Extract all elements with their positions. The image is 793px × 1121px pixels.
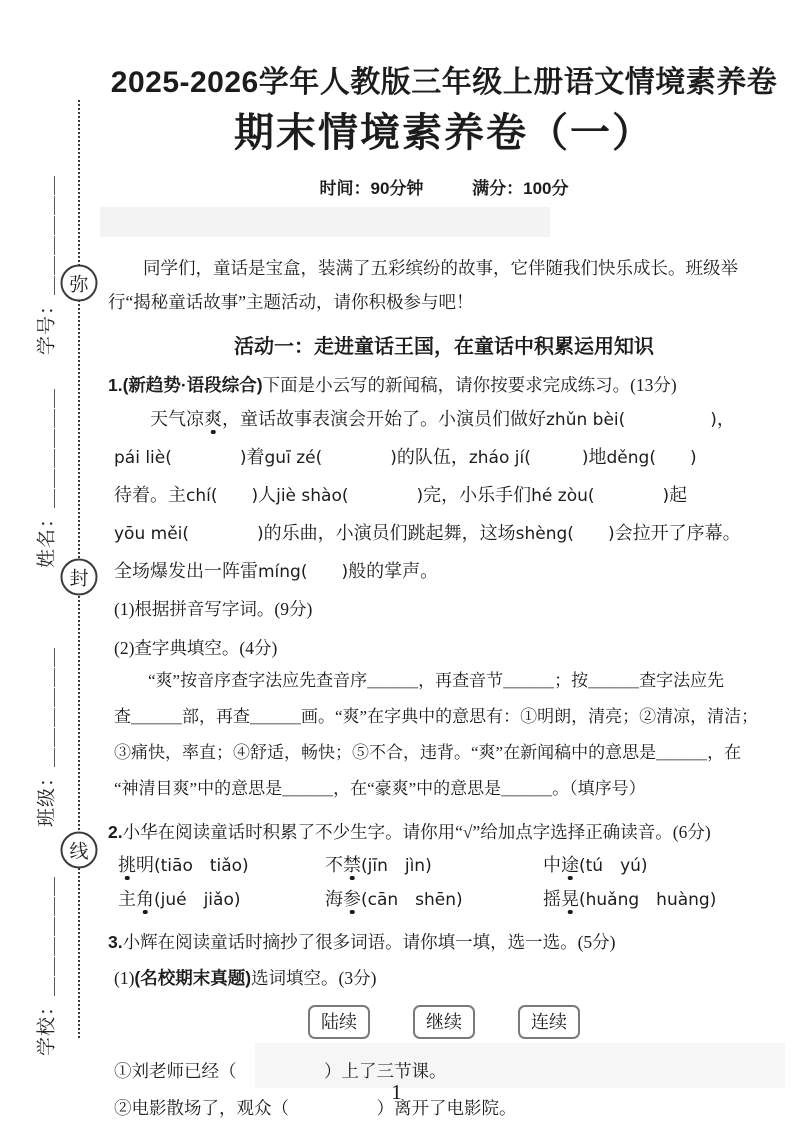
exam-content (108, 0, 780, 1121)
question-1-sub-1: (1)根据拼音写字词。(9分) (114, 599, 313, 619)
seal-char-xian: 线 (61, 832, 98, 869)
dictionary-line: “神清目爽”中的意思是＿＿＿，在“豪爽”中的意思是＿＿＿。（填序号） (114, 779, 646, 798)
full-score: 满分：100分 (472, 179, 569, 198)
fill-sentence-2: ②电影散场了，观众（ ）离开了电影院。 (114, 1098, 517, 1118)
pronunciation-row (118, 849, 780, 883)
school-field-label: 学校：＿＿＿＿＿＿ (36, 875, 58, 1057)
seal-char-mi: 弥 (61, 265, 98, 302)
class-field-label: 班级：＿＿＿＿＿＿ (36, 646, 58, 828)
pronunciation-item: 不禁(jīn jìn) (325, 855, 432, 876)
pronunciation-row (118, 883, 780, 917)
question-1-passage (108, 401, 780, 591)
passage-line: 天气凉爽，童话故事表演会开始了。小演员们做好zhǔn bèi( )， (114, 409, 735, 430)
section-1-heading: 活动一：走进童话王国，在童话中积累运用知识 (234, 336, 654, 358)
pronunciation-item: 主角(jué jiǎo) (118, 889, 241, 910)
question-1-header: 1.(新趋势·语段综合)下面是小云写的新闻稿，请你按要求完成练习。(13分) (108, 375, 677, 395)
pronunciation-item: 海参(cān shēn) (325, 889, 463, 910)
word-option-jixu: 继续 (413, 1005, 475, 1039)
passage-line: 待着。主chí( )人jiè shào( )完，小乐手们hé zòu( )起 (114, 485, 688, 506)
pronunciation-item: 摇晃(huǎng huàng) (543, 889, 717, 910)
exam-info-line (108, 174, 780, 199)
question-3-header: 3.小辉在阅读童话时摘抄了很多词语。请你填一填，选一选。(5分) (108, 932, 616, 952)
pronunciation-choices (108, 849, 780, 917)
word-bank (108, 1005, 780, 1039)
pronunciation-item: 挑明(tiāo tiǎo) (118, 855, 249, 876)
question-3-sub-1: (1)(名校期末真题)选词填空。(3分) (114, 968, 377, 988)
time-limit: 时间：90分钟 (319, 179, 424, 198)
intro-line: 行“揭秘童话故事”主题活动，请你积极参与吧！ (108, 292, 474, 312)
dictionary-exercise (108, 663, 780, 807)
student-id-field-label: 学号：＿＿＿＿＿＿ (36, 174, 58, 356)
page-number: 1 (391, 1080, 402, 1104)
dictionary-line: ③痛快，率直；④舒适，畅快；⑤不合，违背。“爽”在新闻稿中的意思是＿＿＿，在 (114, 743, 742, 762)
dictionary-line: 查＿＿＿部，再查＿＿＿画。“爽”在字典中的意思有：①明朗，清亮；②清凉，清洁； (114, 707, 759, 726)
word-option-luxu: 陆续 (308, 1005, 370, 1039)
name-field-label: 姓名：＿＿＿＿＿＿ (36, 387, 58, 569)
paper-series-title: 2025-2026学年人教版三年级上册语文情境素养卷 (110, 66, 778, 99)
dictionary-line: “爽”按音序查字法应先查音序＿＿＿，再查音节＿＿＿；按＿＿＿查字法应先 (114, 671, 725, 690)
question-2-header: 2.小华在阅读童话时积累了不少生字。请你用“√”给加点字选择正确读音。(6分) (108, 822, 711, 842)
pronunciation-item: 中途(tú yú) (543, 855, 648, 876)
passage-line: pái liè( )着guī zé( )的队伍，zháo jí( )地děng( ) (114, 447, 697, 468)
question-1-sub-2: (2)查字典填空。(4分) (114, 638, 278, 658)
passage-line: yōu měi( )的乐曲，小演员们跳起舞，这场shèng( )会拉开了序幕。 (114, 523, 741, 544)
intro-paragraph (108, 251, 780, 319)
intro-line: 同学们，童话是宝盒，装满了五彩缤纷的故事，它伴随我们快乐成长。班级举 (108, 258, 738, 278)
passage-line: 全场爆发出一阵雷míng( )般的掌声。 (114, 561, 439, 582)
seal-char-feng: 封 (61, 559, 98, 596)
word-option-lianxu: 连续 (518, 1005, 580, 1039)
fill-sentence-1: ①刘老师已经（ ）上了三节课。 (114, 1061, 447, 1081)
paper-main-title: 期末情境素养卷（一） (234, 111, 654, 155)
